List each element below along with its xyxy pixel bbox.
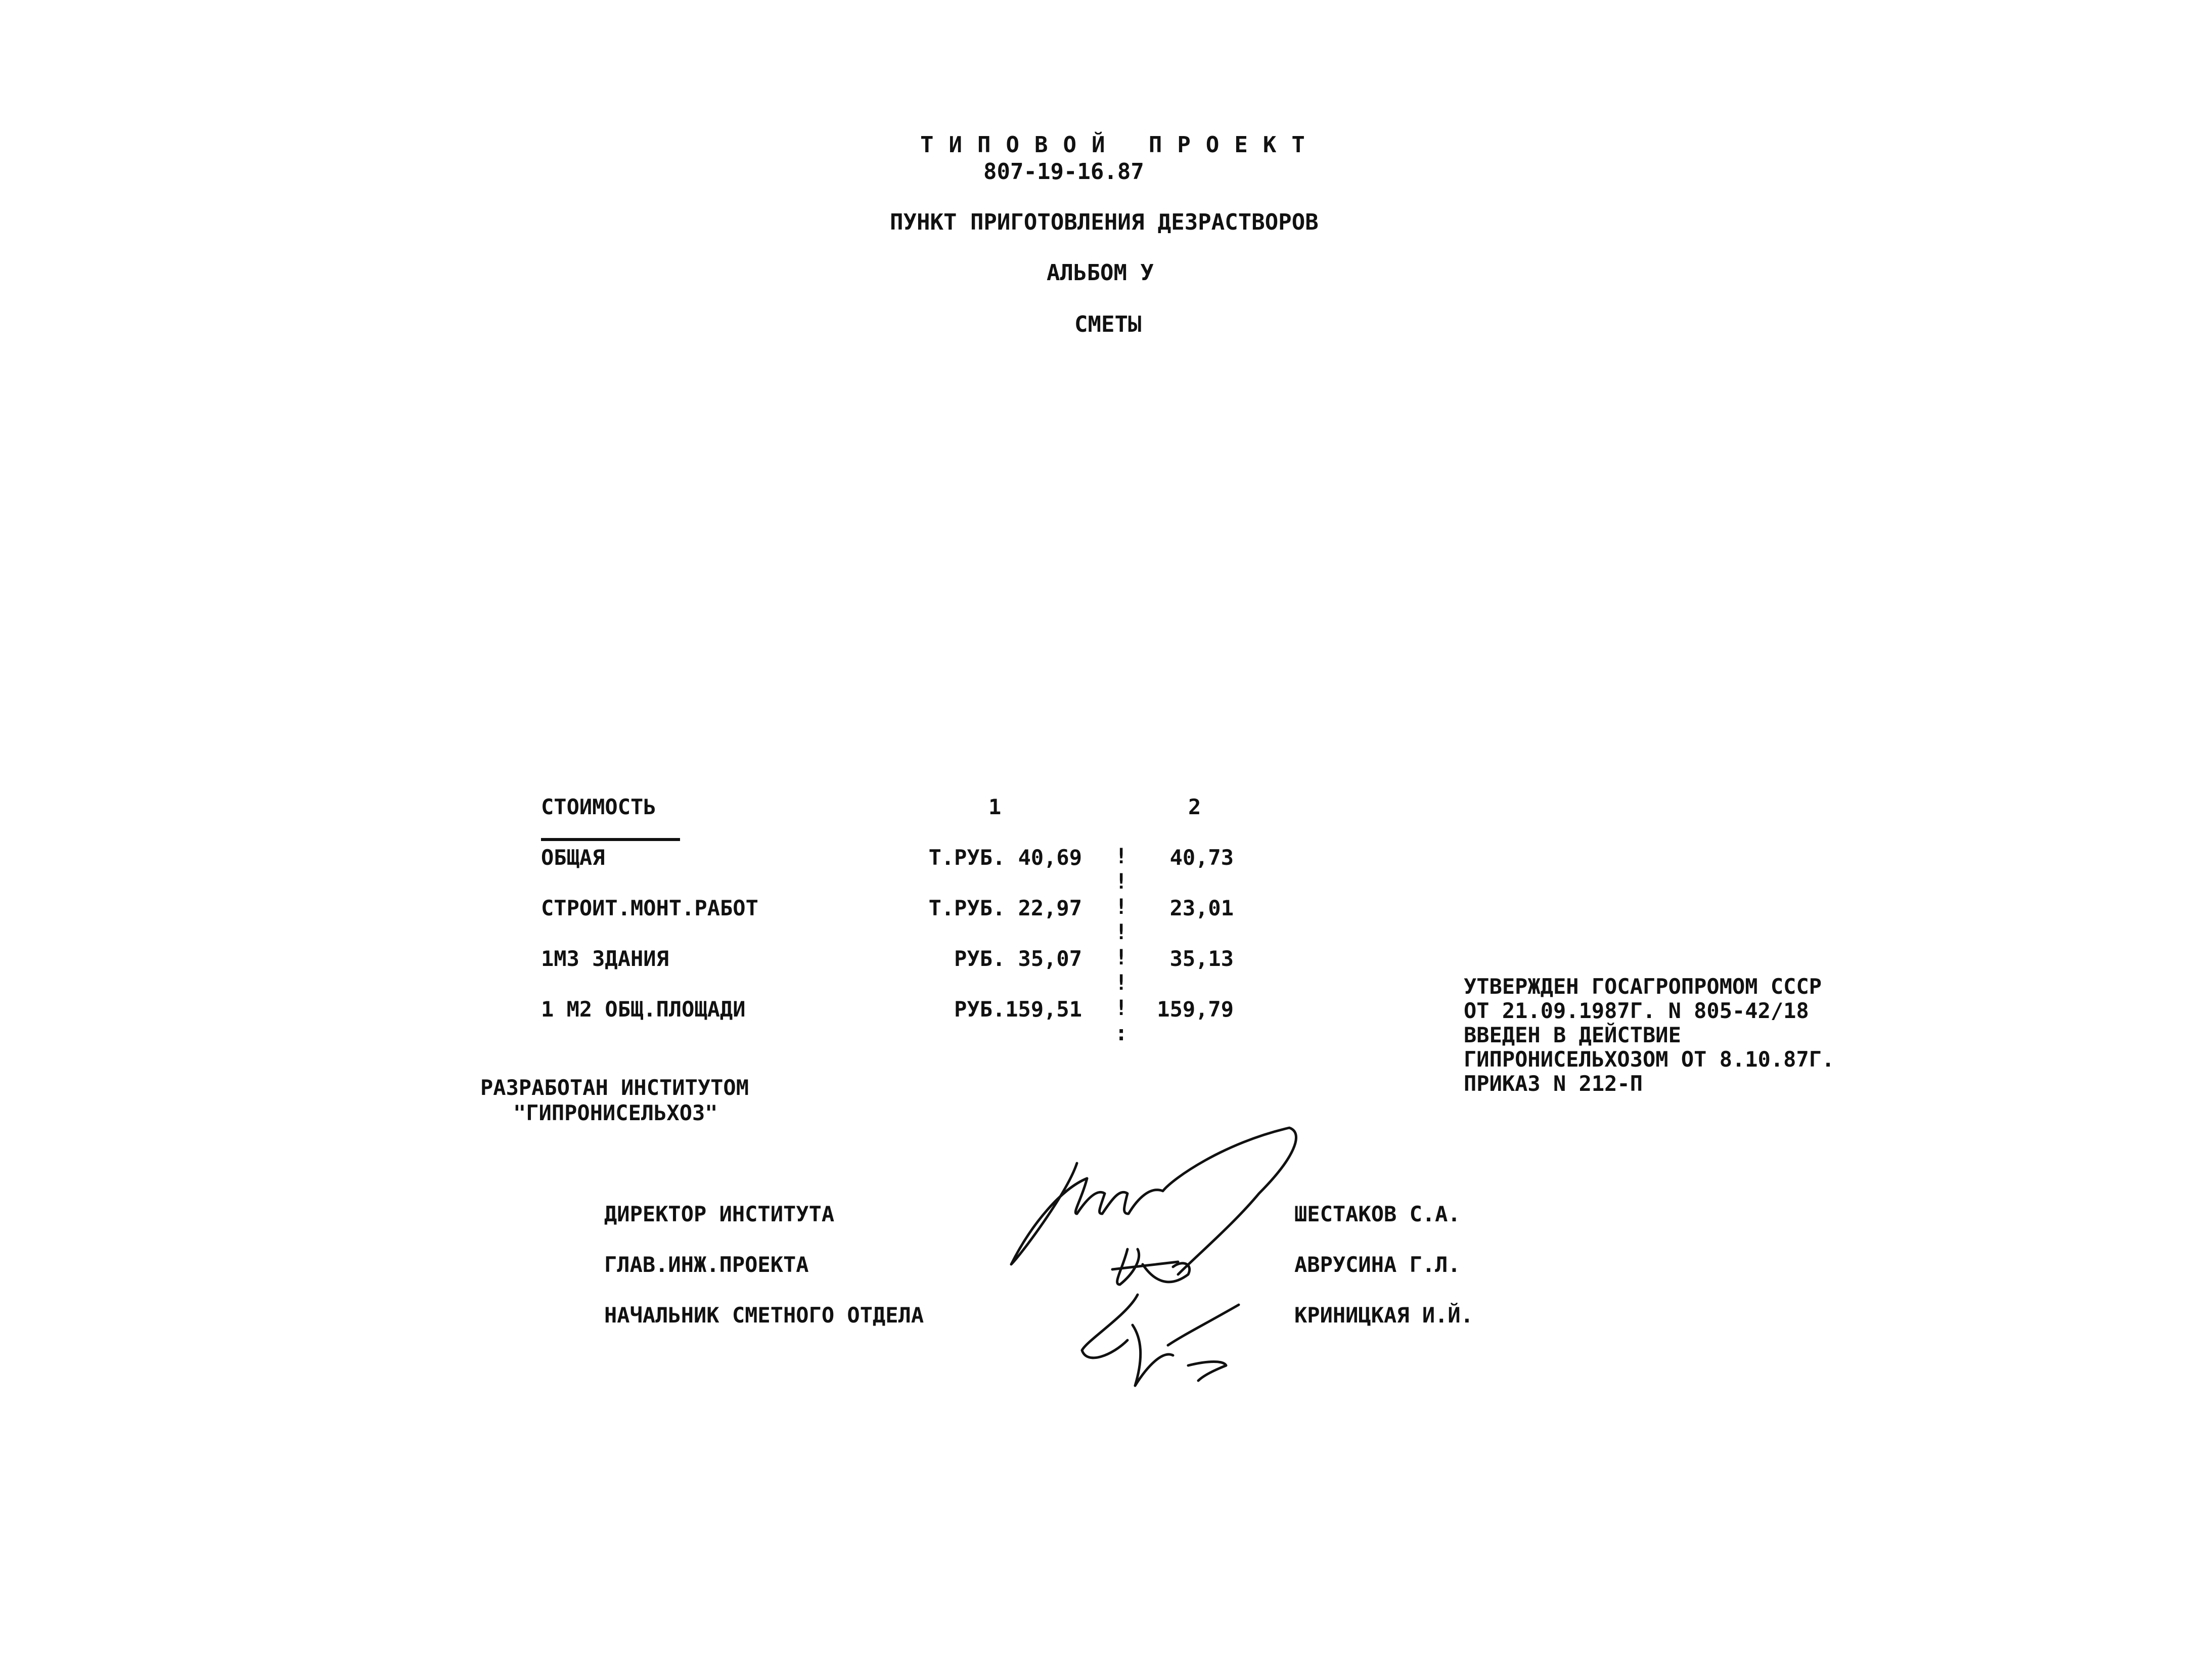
- developer-institute: "ГИПРОНИСЕЛЬХОЗ": [513, 1100, 718, 1125]
- column-header-2: 2: [1188, 795, 1201, 819]
- cost-row-value-1: Т.РУБ. 40,69: [928, 845, 1082, 870]
- cost-row-value-2: 159,79: [1157, 997, 1234, 1022]
- approval-line: ОТ 21.09.1987Г. N 805-42/18: [1464, 998, 1809, 1023]
- cost-row-label: СТРОИТ.МОНТ.РАБОТ: [541, 896, 758, 920]
- signatory-name: ШЕСТАКОВ С.А.: [1294, 1202, 1461, 1226]
- cost-heading: СТОИМОСТЬ: [541, 795, 656, 819]
- signatory-role: ГЛАВ.ИНЖ.ПРОЕКТА: [604, 1252, 809, 1277]
- cost-row-value-2: 23,01: [1169, 896, 1234, 920]
- cost-row-value-2: 40,73: [1169, 845, 1234, 870]
- cost-row-value-2: 35,13: [1169, 946, 1234, 971]
- chief-engineer-signature: [1112, 1249, 1190, 1285]
- developer-line: РАЗРАБОТАН ИНСТИТУТОМ: [480, 1075, 749, 1100]
- approval-line: УТВЕРЖДЕН ГОСАГРОПРОМОМ СССР: [1464, 974, 1822, 999]
- approval-line: ГИПРОНИСЕЛЬХОЗОМ ОТ 8.10.87Г.: [1464, 1047, 1835, 1072]
- column-separator: ! ! ! ! ! ! ! :: [1115, 844, 1128, 1045]
- signatory-name: АВРУСИНА Г.Л.: [1294, 1252, 1461, 1277]
- column-header-1: 1: [988, 795, 1002, 819]
- signatory-role: НАЧАЛЬНИК СМЕТНОГО ОТДЕЛА: [604, 1303, 924, 1328]
- cost-row-value-1: Т.РУБ. 22,97: [928, 896, 1082, 920]
- approval-line: ВВЕДЕН В ДЕЙСТВИЕ: [1464, 1023, 1681, 1047]
- cost-row-label: 1М3 ЗДАНИЯ: [541, 946, 669, 971]
- estimating-head-signature: [1082, 1295, 1239, 1386]
- album-label: АЛЬБОМ У: [1047, 260, 1154, 286]
- project-number: 807-19-16.87: [983, 159, 1144, 185]
- project-name: ПУНКТ ПРИГОТОВЛЕНИЯ ДЕЗРАСТВОРОВ: [890, 209, 1319, 235]
- section-label: СМЕТЫ: [1074, 312, 1142, 337]
- cost-row-value-1: РУБ. 35,07: [954, 946, 1082, 971]
- approval-line: ПРИКАЗ N 212-П: [1464, 1071, 1643, 1096]
- cost-row-value-1: РУБ.159,51: [954, 997, 1082, 1022]
- cost-row-label: 1 М2 ОБЩ.ПЛОЩАДИ: [541, 997, 746, 1022]
- signatory-name: КРИНИЦКАЯ И.Й.: [1294, 1303, 1474, 1328]
- director-signature: [1011, 1128, 1296, 1274]
- document-title: ТИПОВОЙ ПРОЕКТ: [920, 132, 1320, 158]
- signatory-role: ДИРЕКТОР ИНСТИТУТА: [604, 1202, 835, 1226]
- cost-row-label: ОБЩАЯ: [541, 845, 605, 870]
